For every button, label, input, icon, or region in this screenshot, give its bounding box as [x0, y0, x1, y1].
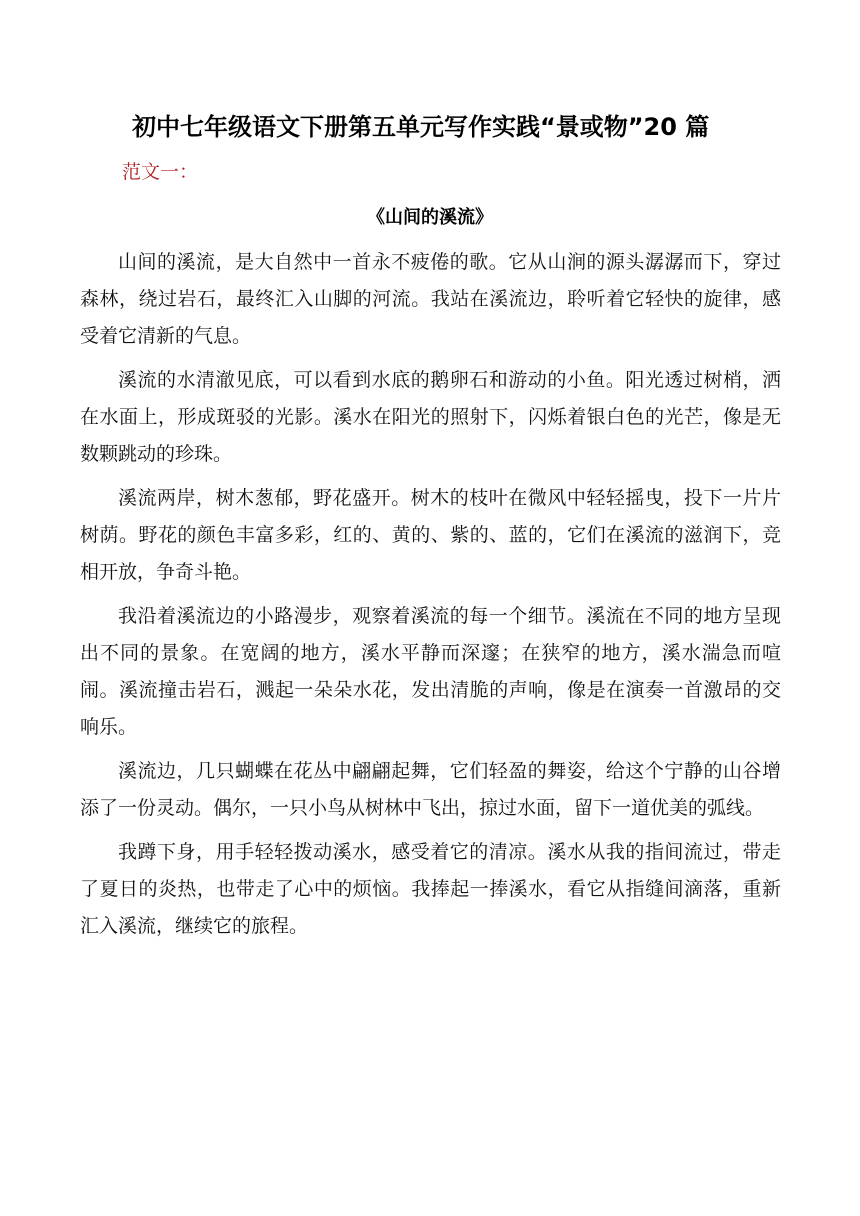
paragraph: 溪流的水清澈见底，可以看到水底的鹅卵石和游动的小鱼。阳光透过树梢，洒在水面上，形成斑驳的光影。溪水在阳光的照射下，闪烁着银白色的光芒，像是无数颗跳动的珍珠。 [80, 369, 781, 465]
essay-title: 《山间的溪流》 [367, 207, 493, 228]
paragraph: 我沿着溪流边的小路漫步，观察着溪流的每一个细节。溪流在不同的地方呈现出不同的景象。在宽阔的地方，溪水平静而深邃；在狭窄的地方，溪水湍急而喧闹。溪流撞击岩石，溅起一朵朵水花，发出清脆的声响，像是在演奏一首激昂的交响乐。 [80, 605, 781, 738]
paragraph: 山间的溪流，是大自然中一首永不疲倦的歌。它从山涧的源头潺潺而下，穿过森林，绕过岩石，最终汇入山脚的河流。我站在溪流边，聆听着它轻快的旋律，感受着它清新的气息。 [80, 251, 781, 347]
essay-body [80, 244, 781, 952]
document-title: 初中七年级语文下册第五单元写作实践“景或物”20 篇 [132, 113, 710, 141]
section-label: 范文一： [122, 161, 199, 183]
paragraph: 我蹲下身，用手轻轻拨动溪水，感受着它的清凉。溪水从我的指间流过，带走了夏日的炎热，也带走了心中的烦恼。我捧起一捧溪水，看它从指缝间滴落，重新汇入溪流，继续它的旅程。 [80, 841, 781, 937]
paragraph: 溪流边，几只蝴蝶在花丛中翩翩起舞，它们轻盈的舞姿，给这个宁静的山谷增添了一份灵动。偶尔，一只小鸟从树林中飞出，掠过水面，留下一道优美的弧线。 [80, 760, 781, 819]
paragraph: 溪流两岸，树木葱郁，野花盛开。树木的枝叶在微风中轻轻摇曳，投下一片片树荫。野花的颜色丰富多彩，红的、黄的、紫的、蓝的，它们在溪流的滋润下，竞相开放，争奇斗艳。 [80, 487, 781, 583]
